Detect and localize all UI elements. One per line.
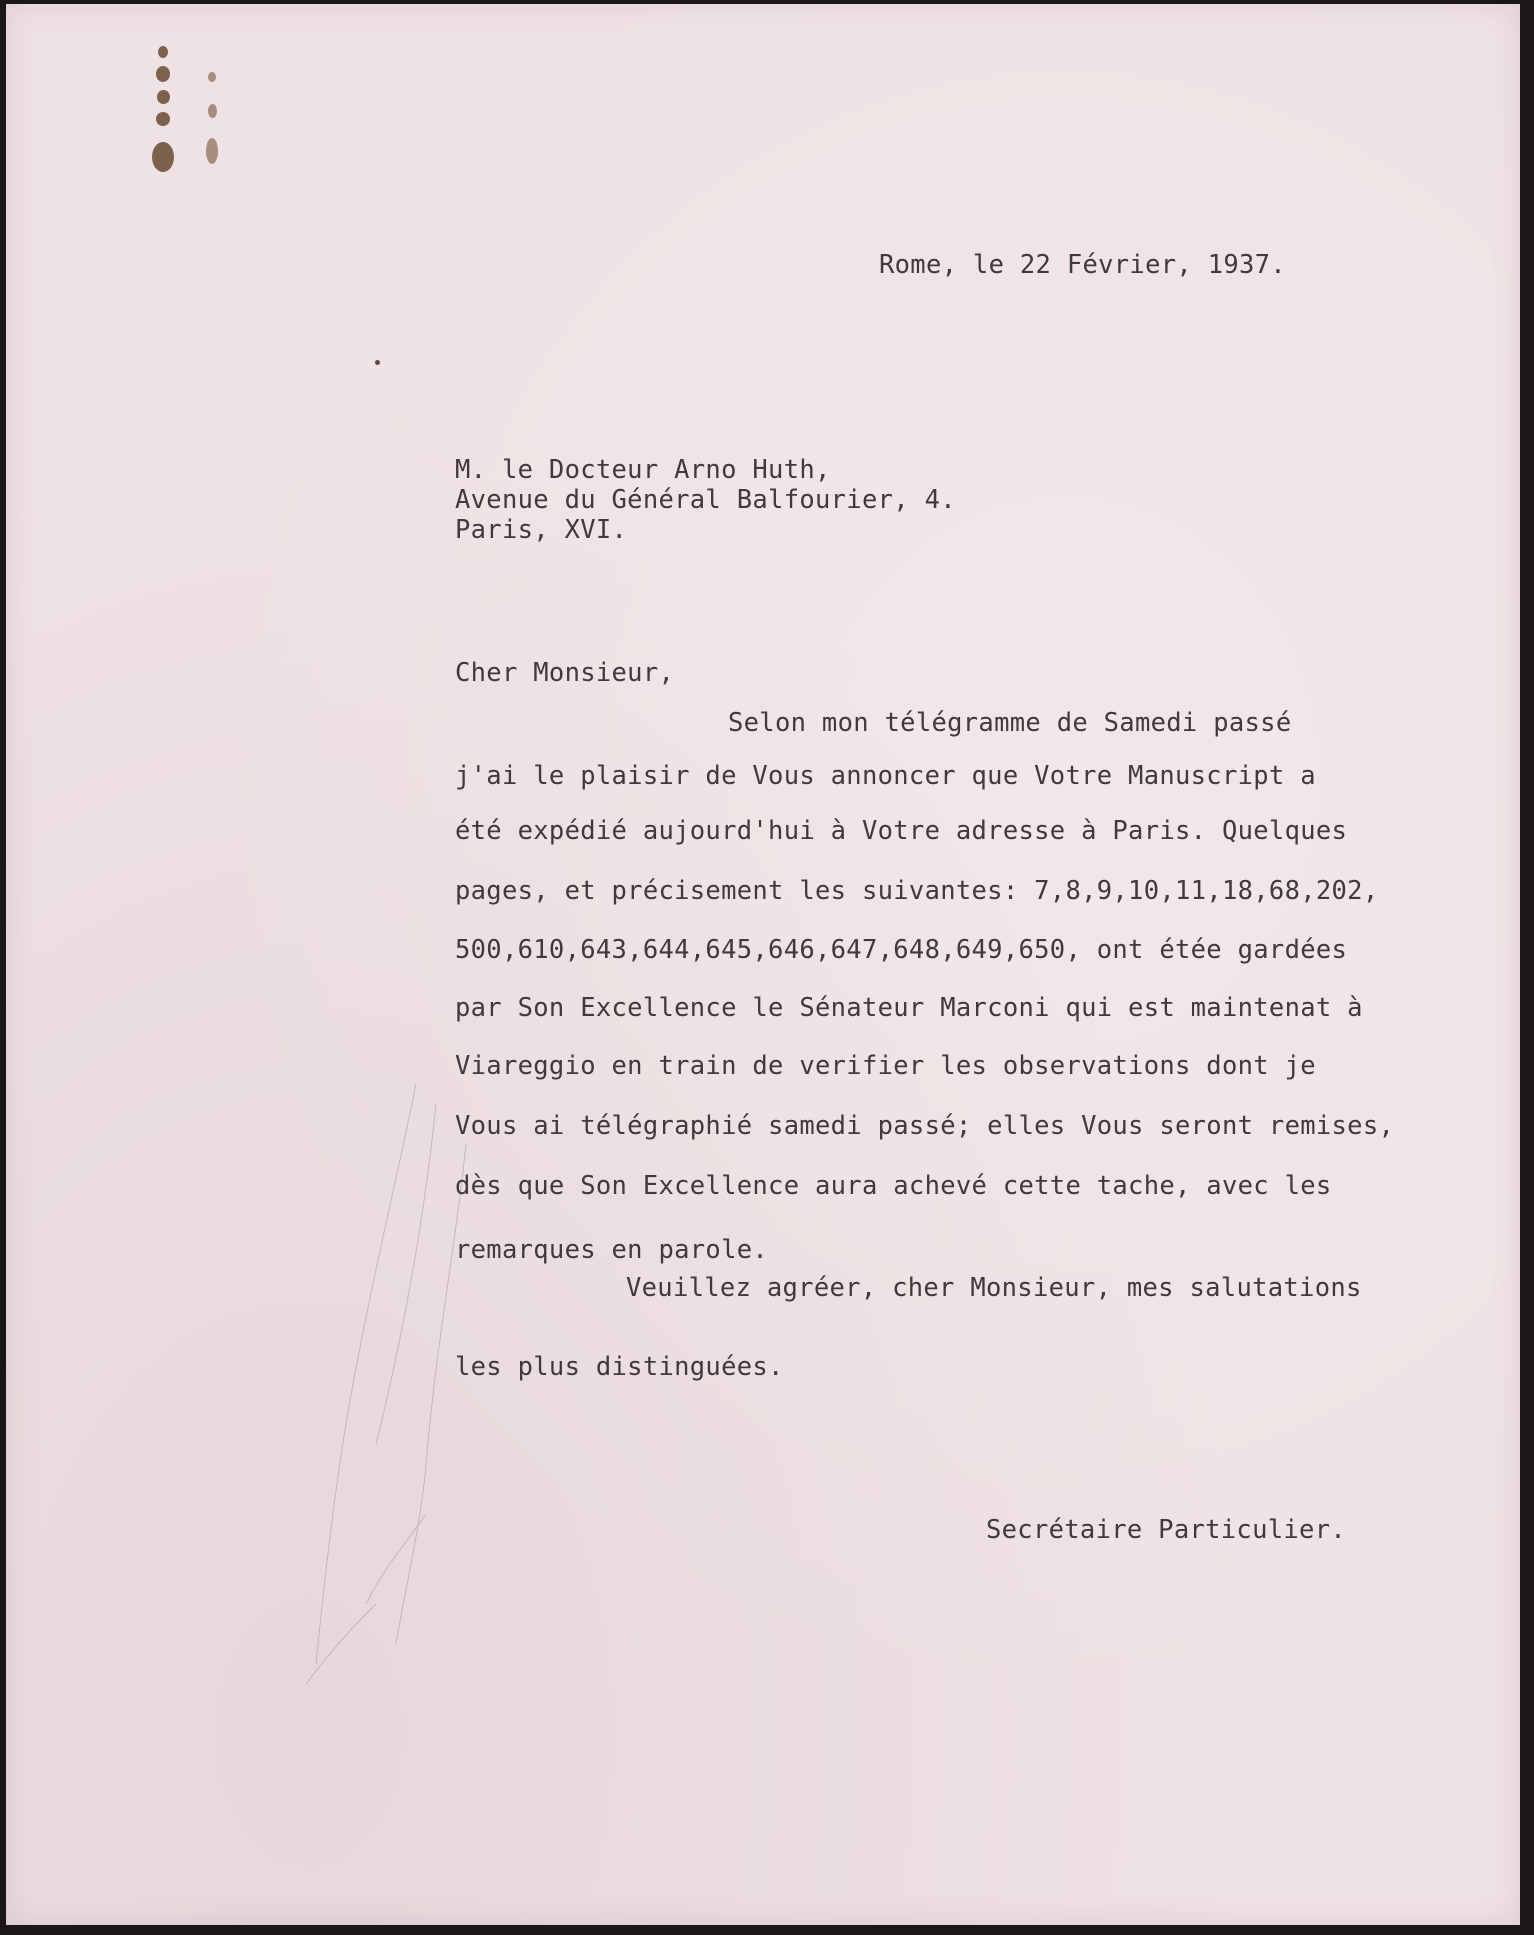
body-line: dès que Son Excellence aura achevé cette tache, avec les <box>455 1171 1332 1201</box>
place-date: Rome, le 22 Février, 1937. <box>879 250 1286 280</box>
body-line: été expédié aujourd'hui à Votre adresse à Paris. Quelques <box>455 816 1348 846</box>
body-line: remarques en parole. <box>455 1235 769 1265</box>
body-line: Selon mon télégramme de Samedi passé <box>728 708 1292 738</box>
closing-line: les plus distinguées. <box>455 1352 784 1382</box>
body-line: pages, et précisement les suivantes: 7,8,9,10,11,18,68,202, <box>455 876 1379 906</box>
body-line: j'ai le plaisir de Vous annoncer que Votre Manuscript a <box>455 761 1316 791</box>
closing-line: Veuillez agréer, cher Monsieur, mes salutations <box>626 1273 1362 1303</box>
body-line: par Son Excellence le Sénateur Marconi qui est maintenat à <box>455 993 1363 1023</box>
body-line: Viareggio en train de verifier les observations dont je <box>455 1051 1316 1081</box>
recipient-line-2: Avenue du Général Balfourier, 4. <box>455 485 956 515</box>
recipient-line-3: Paris, XVI. <box>455 515 628 545</box>
signature: Secrétaire Particulier. <box>986 1515 1347 1545</box>
body-line: Vous ai télégraphié samedi passé; elles Vous seront remises, <box>455 1111 1395 1141</box>
letter-page <box>6 4 1520 1925</box>
body-line: 500,610,643,644,645,646,647,648,649,650, ont étée gardées <box>455 935 1348 965</box>
salutation: Cher Monsieur, <box>455 658 675 688</box>
recipient-line-1: M. le Docteur Arno Huth, <box>455 455 831 485</box>
